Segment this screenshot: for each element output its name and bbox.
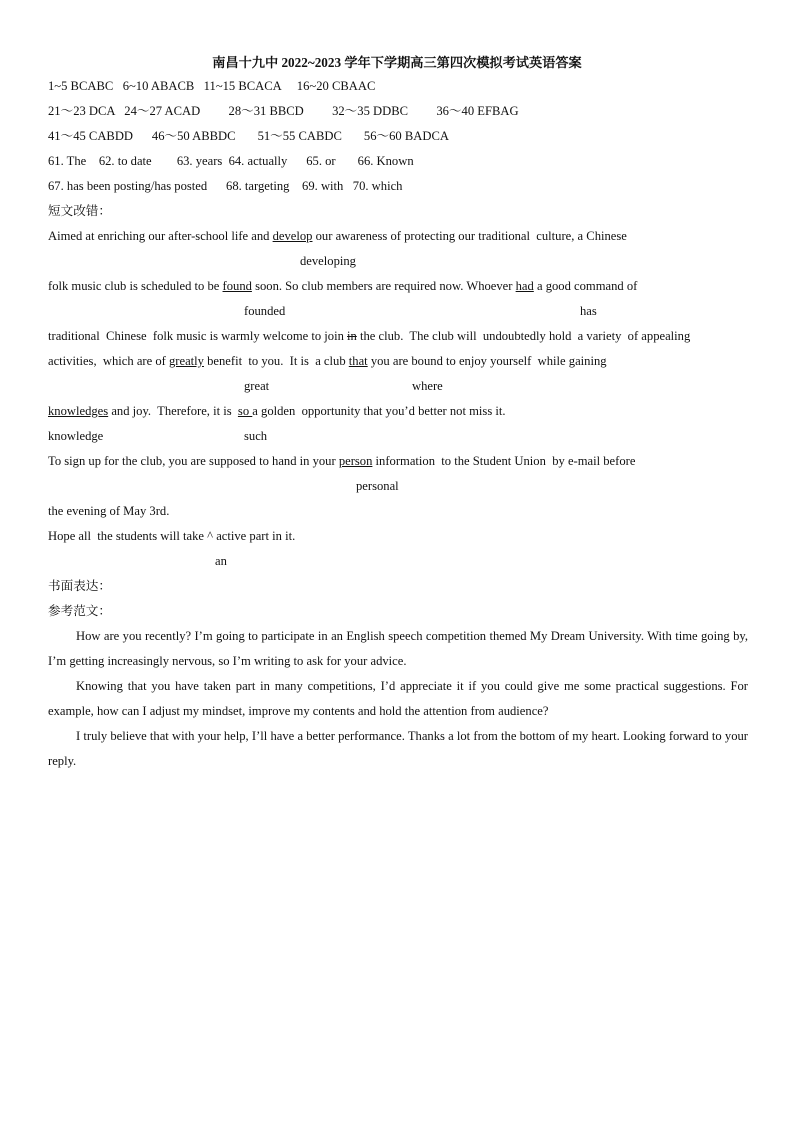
sample-essay <box>48 624 748 774</box>
error-word: that <box>348 354 368 368</box>
answer-row-1: 1~5 BCABC 6~10 ABACB 11~15 BCACA 16~20 CBAAC <box>48 79 376 93</box>
answer-row-5: 67. has been posting/has posted 68. targeting 69. with 70. which <box>48 179 403 193</box>
correction-line-7: the evening of May 3rd. <box>48 504 170 518</box>
text-segment: Aimed at enriching our after-school life and <box>48 229 273 243</box>
text-segment: To sign up for the club, you are supposed to hand in your <box>48 454 339 468</box>
correction-fix: has <box>580 304 597 318</box>
deleted-word: in <box>347 329 357 343</box>
essay-paragraph-3: I truly believe that with your help, I’ll have a better performance. Thanks a lot from the bottom of my heart. Looking forward to your reply. <box>48 729 748 768</box>
answer-row-3: 41～45 CABDD 46～50 ABBDC 51～55 CABDC 56～60 BADCA <box>48 129 449 143</box>
error-word: had <box>515 279 534 293</box>
correction-fix: knowledge <box>48 429 104 443</box>
error-word: greatly <box>169 354 204 368</box>
text-segment: traditional Chinese folk music is warmly welcome to join <box>48 329 348 343</box>
essay-paragraph-2: Knowing that you have taken part in many competitions, I’d appreciate it if you could give me some practical suggestions. For example, how can I adjust my mindset, improve my contents and hold the attention from audience? <box>48 679 748 718</box>
text-segment: activities, which are of <box>48 354 169 368</box>
error-word: knowledges <box>48 404 109 418</box>
correction-fix: such <box>244 429 268 443</box>
correction-line-5 <box>48 403 506 419</box>
error-word: found <box>222 279 252 293</box>
text-segment: the club. The club will undoubtedly hold a variety of appealing <box>356 329 691 343</box>
text-segment: you are bound to enjoy yourself while gaining <box>367 354 607 368</box>
page-title: 南昌十九中 2022~2023 学年下学期高三第四次模拟考试英语答案 <box>212 55 582 70</box>
correction-heading: 短文改错： <box>48 204 111 218</box>
text-segment: benefit to you. It is a club <box>203 354 349 368</box>
text-segment: a golden opportunity that you’d better not miss it. <box>252 404 506 418</box>
sample-heading: 参考范文： <box>48 604 111 618</box>
essay-paragraph-1: How are you recently? I’m going to participate in an English speech competition themed My Dream University. With time going by, I’m getting increasingly nervous, so I’m writing to ask for your advice. <box>48 629 748 668</box>
correction-line-4 <box>48 353 607 369</box>
text-segment: a good command of <box>533 279 638 293</box>
text-segment: soon. So club members are required now. Whoever <box>251 279 516 293</box>
correction-fix: personal <box>356 479 399 493</box>
error-word: so <box>237 404 253 418</box>
correction-line-2 <box>48 278 637 294</box>
correction-line-6 <box>48 453 635 469</box>
text-segment: our awareness of protecting our traditional culture, a Chinese <box>312 229 627 243</box>
answer-row-2: 21～23 DCA 24～27 ACAD 28～31 BBCD 32～35 DDBC 36～40 EFBAG <box>48 104 519 118</box>
correction-fix: an <box>215 554 227 568</box>
text-segment: and joy. Therefore, it is <box>108 404 238 418</box>
text-segment: folk music club is scheduled to be <box>48 279 223 293</box>
writing-heading: 书面表达： <box>48 579 111 593</box>
text-segment: information to the Student Union by e-mail before <box>372 454 636 468</box>
correction-line-3 <box>48 328 690 344</box>
correction-fix: great <box>244 379 270 393</box>
correction-fix: where <box>412 379 443 393</box>
error-word: develop <box>272 229 313 243</box>
error-word: person <box>338 454 373 468</box>
correction-line-1 <box>48 228 627 244</box>
answer-row-4: 61. The 62. to date 63. years 64. actually 65. or 66. Known <box>48 154 414 168</box>
correction-fix: developing <box>300 254 356 268</box>
correction-line-8: Hope all the students will take ^ active part in it. <box>48 529 296 543</box>
correction-fix: founded <box>244 304 286 318</box>
